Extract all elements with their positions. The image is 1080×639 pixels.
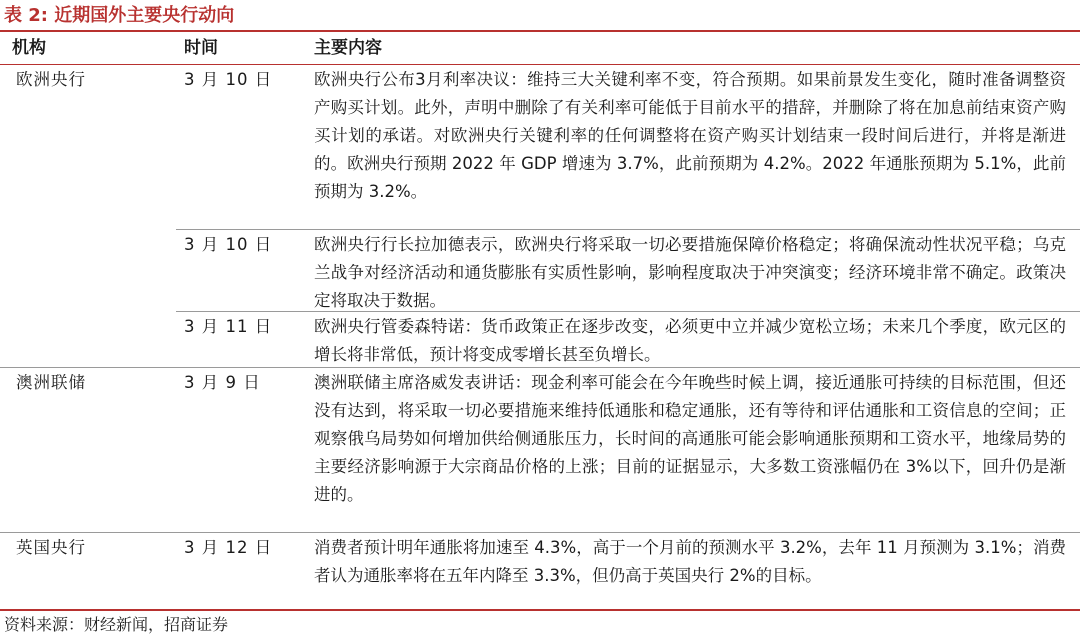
header-institution: 机构 <box>12 38 46 58</box>
row-content: 澳洲联储主席洛威发表讲话：现金利率可能会在今年晚些时候上调，接近通胀可持续的目标范围，但还没有达到，将采取一切必要措施来维持低通胀和稳定通胀，还有等待和评估通胀和工资信息的空间；正观察俄乌局势如何增加供给侧通胀压力，长时间的高通胀可能会影响通胀预期和工资水平，地缘局势的主要经济影响源于大宗商品价格的上涨；目前的证据显示，大多数工资涨幅仍在 3%以下，回升仍是渐进的。 <box>314 373 1066 504</box>
header-content: 主要内容 <box>314 38 382 58</box>
bottom-rule <box>0 609 1080 611</box>
row-separator <box>176 311 1080 312</box>
row-content: 欧洲央行行长拉加德表示，欧洲央行将采取一切必要措施保障价格稳定；将确保流动性状况平稳；乌克兰战争对经济活动和通货膨胀有实质性影响，影响程度取决于冲突演变；经济环境非常不确定。政策决定将取决于数据。 <box>314 235 1066 310</box>
row-separator <box>0 532 1080 533</box>
row-content: 欧洲央行管委森特诺：货币政策正在逐步改变，必须更中立并减少宽松立场；未来几个季度，欧元区的增长将非常低，预计将变成零增长甚至负增长。 <box>314 317 1066 364</box>
row-date: 3 月 11 日 <box>184 317 273 336</box>
row-content: 欧洲央行公布3月利率决议：维持三大关键利率不变，符合预期。如果前景发生变化，随时准备调整资产购买计划。此外，声明中删除了有关利率可能低于目前水平的措辞，并删除了将在加息前结束资产购买计划的承诺。对欧洲央行关键利率的任何调整将在资产购买计划结束一段时间后进行，并将是渐进的。欧洲央行预期 2022 年 GDP 增速为 3.7%，此前预期为 4.2%。2022 年通胀预期为 5.1%，此前预期为 3.2%。 <box>314 70 1066 201</box>
row-date: 3 月 9 日 <box>184 373 261 392</box>
table-title: 表 2: 近期国外主要央行动向 <box>4 5 235 26</box>
row-date: 3 月 10 日 <box>184 235 273 254</box>
source-note: 资料来源：财经新闻，招商证券 <box>4 615 229 634</box>
row-institution-boe: 英国央行 <box>16 538 86 557</box>
row-separator <box>176 229 1080 230</box>
row-separator <box>0 367 1080 368</box>
header-time: 时间 <box>184 38 218 58</box>
row-institution-ecb: 欧洲央行 <box>16 70 86 89</box>
row-institution-rba: 澳洲联储 <box>16 373 86 392</box>
header-rule <box>0 64 1080 65</box>
table-header <box>0 32 1080 64</box>
row-date: 3 月 12 日 <box>184 538 273 557</box>
row-date: 3 月 10 日 <box>184 70 273 89</box>
row-content: 消费者预计明年通胀将加速至 4.3%，高于一个月前的预测水平 3.2%，去年 11 月预测为 3.1%；消费者认为通胀率将在五年内降至 3.3%，但仍高于英国央行 2%的目标。 <box>314 538 1066 585</box>
